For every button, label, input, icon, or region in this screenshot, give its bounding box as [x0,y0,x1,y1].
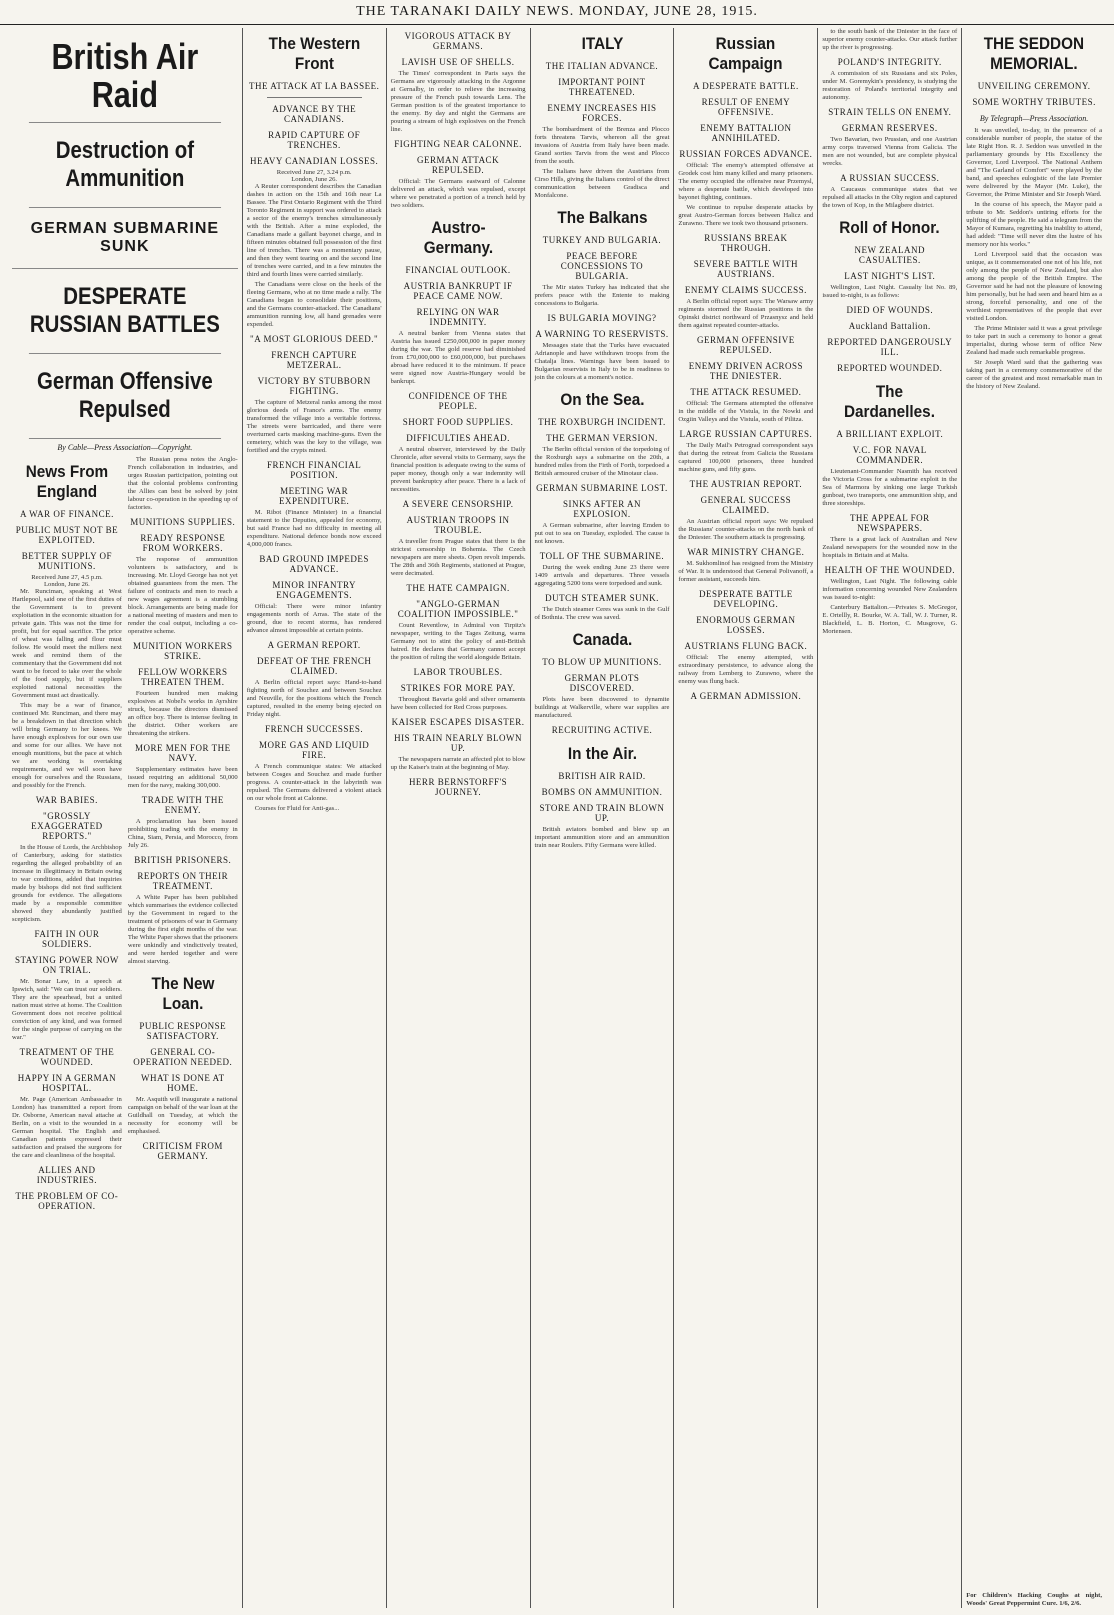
article-text: Mr. Bonar Law, in a speech at Ipswich, said: "We can trust our soldiers. They are the spearhead, but a united nation must strive at home. The Coalition Government does not receive political conviction of any kind, and was formed for the single purpose of carrying on the war." [12,977,122,1041]
dateline: London, June 26. [291,176,338,183]
headline-ammunition: Destruction of Ammunition [29,123,221,208]
subhead: A DESPERATE BATTLE. [692,81,799,91]
subhead: BRITISH AIR RAID. [558,771,646,781]
column-7 [962,28,1106,1608]
subhead: PUBLIC MUST NOT BE EXPLOITED. [15,524,119,545]
subhead: A BRILLIANT EXPLOIT. [836,429,944,439]
subhead: FAITH IN OUR SOLDIERS. [34,928,100,949]
subhead: MUNITIONS SUPPLIES. [130,516,236,527]
subhead: FRENCH CAPTURE METZERAL. [271,350,358,370]
subhead: AUSTRIA BANKRUPT IF PEACE CAME NOW. [403,281,513,301]
subhead: MEETING WAR EXPENDITURE. [279,486,350,506]
subhead: RAPID CAPTURE OF TRENCHES. [268,130,361,150]
subhead: BETTER SUPPLY OF MUNITIONS. [21,550,113,571]
subhead: THE AUSTRIAN REPORT. [689,479,803,489]
subhead: CONFIDENCE OF THE PEOPLE. [408,391,508,411]
subhead: ALLIES AND INDUSTRIES. [36,1164,98,1185]
subhead: STORE AND TRAIN BLOWN UP. [539,803,665,823]
article-text: M. Sukhomlinof has resigned from the Ministry of War. It is understood that General Polivanoff, a former assistant, succeeds him. [678,560,814,583]
section-seddon-memorial: THE SEDDON MEMORIAL. [983,34,1085,73]
advertisement-footer: For Children's Hacking Coughs at night, Woods' Great Peppermint Cure. 1/6, 2/6. [966,1592,1102,1607]
subhead: READY RESPONSE FROM WORKERS. [140,532,226,553]
subhead: WHAT IS DONE AT HOME. [140,1072,225,1093]
article-text: A neutral banker from Vienna states that Austria has issued £250,000,000 in paper money during the war. The gold reserve had diminished from £70,000,000 to £60,000,000, but purchases abroad have reduced it to the minimum. If peace were signed now Austria-Hungary would be bankrupt. [390,330,526,385]
article-text: A Caucasus communique states that we repulsed all attacks in the Olty region and captured the town of Kop, in the Milagbere district. [822,186,958,209]
article-text: British aviators bombed and blew up an important ammunition store and an ammunition train near Roulers. Fifty Germans were killed. [534,826,670,849]
article-text: The Mir states Turkey has indicated that she prefers peace with the Entente to making concessions to Bulgaria. [534,284,670,307]
subhead: FRENCH FINANCIAL POSITION. [267,460,362,480]
article-text: In the House of Lords, the Archbishop of Canterbury, asking for statistics regarding the alleged probability of an increase in illegitimacy in Britain owing to war conditions, added that inquiries made by bishops did not find sufficient grounds for evidence. The allegations made by a responsible committee showed they abundantly justified scepticism. [12,843,122,923]
subhead: CRITICISM FROM GERMANY. [142,1140,223,1161]
section-news-england: News From England [25,461,109,501]
section-dardanelles: The Dardanelles. [844,382,936,421]
subhead: "A MOST GLORIOUS DEED." [250,334,379,344]
subhead: V.C. FOR NAVAL COMMANDER. [852,445,927,465]
subhead: REPORTS ON THEIR TREATMENT. [137,870,229,891]
subhead: A GERMAN ADMISSION. [690,691,802,701]
subhead: AUSTRIANS FLUNG BACK. [684,641,808,651]
article-text: Supplementary estimates have been issued requiring an additional 50,000 men for the navy, making 300,000. [127,765,238,789]
subhead: FRENCH SUCCESSES. [265,724,364,734]
subhead: GENERAL SUCCESS CLAIMED. [700,495,792,515]
subhead: HEAVY CANADIAN LOSSES. [250,156,379,166]
article-text: A Berlin official report says: The Warsaw army regiments stormed the Russian positions in the Opinski district northward of Przasnysz and held them against repeated counter-attacks. [678,298,814,329]
article-text: Count Reventlow, in Admiral von Tirpitz's newspaper, writing to the Tages Zeitung, warns Germany not to stint the policy of anti-British hatred. He declares that Germany cannot accept the position of ruling the world alongside Britain. [390,622,526,661]
subhead: RUSSIANS BREAK THROUGH. [704,233,788,253]
article-text: Plots have been discovered to dynamite buildings at Walkerville, where war supplies are manufactured. [534,696,670,719]
article-text: Mr. Runciman, speaking at West Hartlepool, said one of the first duties of the Government is to prevent exploitation in the economic situation for private gain. This was not the time for profit, but for equal sacrifice. The price of wheat was falling and flour must follow. He would meet the millers next week and remind them of the commentary that the Government did not want to be forced to take over the whole of the food supply, but if suppliers exploited national necessities the Government must act drastically. This may be a war of finance, continued Mr. Runciman, and there may be a breakdown in that direction which will bring Germany to her knees. We have enough explosives for our own use and some for our allies. We have not enough munitions, but the pace at which we are working is overtaking requirements, and we will soon have enough for ourselves and the Russians, and possibly for the French. [12,587,122,789]
subhead: THE ATTACK RESUMED. [690,387,802,397]
article-text: Official: There were minor infantry engagements north of Arras. The state of the ground, due to recent storms, has rendered advance almost impossible at certain points. [246,603,382,634]
article-text: Official: The Germans attempted the offensive in the middle of the Vistula, in the Nowki and Ozgiin Valleys and the Vistula, south of Pilitza. [678,400,814,423]
subhead: MORE MEN FOR THE NAVY. [134,742,231,763]
article-text: The Times' correspondent in Paris says the Germans are vigorously attacking in the Argonne at Gernalby, in order to relieve the increasing pressure of the French push towards Lens. The German position is of the greatest importance to the enemy. By day and night the Germans are pouring a stream of high explosives on the French line. [390,70,526,133]
column-6 [818,28,962,1608]
section-russian-campaign: Russian Campaign [708,34,783,73]
subhead: THE HATE CAMPAIGN. [406,583,510,593]
article-text: A neutral observer, interviewed by the Daily Chronicle, after several visits to Germany, says the financial position is adequate owing to the sums of paper money, though only a war indemnity will prevent bankruptcy after peace. There is a lack of necessities. [390,446,526,493]
dateline: Received June 27, 3.24 p.m. [276,169,352,176]
article-text: A commission of six Russians and six Poles, under M. Goremykin's presidency, is studying the restoration of Poland's territorial integrity and autonomy. [822,70,958,101]
subcolumn-right [128,456,238,1214]
subhead: POLAND'S INTEGRITY. [837,57,942,67]
subhead: A GERMAN REPORT. [267,640,361,650]
article-text: It was unveiled, to-day, in the presence of a considerable number of people, the statue of the late Right Hon. R. J. Seddon was unveiled in the parliamentary grounds by His Excellency the Governor, Lord Liverpool. The National Anthem and "The Garland of Comfort" were played by the band, and speeches eulogistic of the late Premier were delivered by the Mayor (Mr. Luke), the Governor, the Prime Minister and Sir Joseph Ward. In the course of his speech, the Mayor paid a tribute to Mr. Seddon's untiring efforts for the uplifting of the people. He said a telegram from the Mayor of Kumara, regretting his inability to attend, had added: "Time will never dim the lustre of his memory nor his works." Lord Liverpool said that the occasion was unique, as it commemorated one not of his life, not only among the people of New Zealand, but also among the people of the British Empire. The Governor said he had not the pleasure of knowing him personally, but he had seen and heard him as a strong, forceful personality, and one of the worthiest representatives of the people that ever visited London. The Prime Minister said it was a great privilege to take part in such a ceremony to honor a great imperialist, during whose term of office New Zealand had made such remarkable progress. Sir Joseph Ward said that the gathering was taking part in a ceremony commemorative of the career of the greatest and most remarkable man in the history of New Zealand. [966,127,1102,390]
subhead: BAD GROUND IMPEDES ADVANCE. [259,554,369,574]
subhead: RUSSIAN FORCES ADVANCE. [679,149,813,159]
section-italy: ITALY [581,34,623,53]
article-text: Throughout Bavaria gold and silver ornaments have been collected for Red Cross purposes. [390,696,526,711]
subhead: THE PROBLEM OF CO-OPERATION. [15,1190,119,1211]
article-text: A Berlin official report says: Hand-to-hand fighting north of Souchez and between Souchez and Neuville, for the positions which the French captured, resulted in the enemy being ejected on Friday night. [246,679,382,718]
subhead: LARGE RUSSIAN CAPTURES. [679,429,813,439]
subhead: GERMAN OFFENSIVE REPULSED. [696,335,795,355]
subhead: TRADE WITH THE ENEMY. [141,794,224,815]
subhead: HEALTH OF THE WOUNDED. [824,565,955,575]
column-1-subcolumns [12,456,238,1214]
article-text: Messages state that the Turks have evacuated Adrianople and have withdrawn troops from the Chatalja lines. Warnings have been issued to Bulgarian reservists in Italy to be in readiness to join the colours at a moment's notice. [534,342,670,381]
subhead: HERR BERNSTORFF'S JOURNEY. [408,777,508,797]
article-text: An Austrian official report says: We repulsed the Russians' counter-attacks on the north bank of the Dniester. The southern attack is progressing. [678,518,814,541]
article-text: The capture of Metzeral ranks among the most glorious deeds of France's arms. The enemy transformed the village into a veritable fortress. The streets were barricaded, and there were overturned carts masking machine-guns. Even the cemetery, which was the key to the village, was fortified and the crypts mined. [246,399,382,454]
section-balkans: The Balkans [556,208,648,227]
article-text: The Russian press notes the Anglo-French collaboration in industries, and urges Russian participation, pointing out that the colonial problems confronting the Allies can best be solved by joint labour co-operation in the speeding up of factories. [127,455,238,511]
subhead: STAYING POWER NOW ON TRIAL. [14,954,119,975]
subhead: SHORT FOOD SUPPLIES. [402,417,514,427]
subhead: NEW ZEALAND CASUALTIES. [854,245,926,265]
subhead: PUBLIC RESPONSE SATISFACTORY. [139,1020,227,1041]
section-western-front: The Western Front [268,34,360,73]
column-4 [531,28,675,1608]
subhead: LAST NIGHT'S LIST. [844,271,936,281]
article-text: During the week ending June 23 there were 1409 arrivals and departures. Three vessels aggregating 5200 tons were torpedoed and sunk. [534,564,670,587]
article-text: The Daily Mail's Petrograd correspondent says that during the retreat from Galicia the Russians captured 100,000 prisoners, three hundred machine guns, and fifty guns. [678,442,814,473]
subhead: A WARNING TO RESERVISTS. [535,329,669,339]
subhead: ENORMOUS GERMAN LOSSES. [696,615,796,635]
section-austro-germany: Austro-Germany. [423,218,493,257]
subhead: AUSTRIAN TROOPS IN TROUBLE. [406,515,510,535]
subhead: KAISER ESCAPES DISASTER. [391,717,525,727]
subhead: MORE GAS AND LIQUID FIRE. [259,740,370,760]
subhead: "GROSSLY EXAGGERATED REPORTS." [31,810,103,841]
subhead: VIGOROUS ATTACK BY GERMANS. [404,31,512,51]
subhead: STRAIN TELLS ON ENEMY. [828,107,952,117]
subhead: FINANCIAL OUTLOOK. [405,265,511,275]
subhead: "ANGLO-GERMAN COALITION IMPOSSIBLE." [397,599,519,619]
article-text: Fourteen hundred men making explosives at Nobel's works in Ayrshire struck, because the directors dismissed an office boy. There is intense feeling in the district. Other workers are threatening the strikers. [127,689,238,737]
article-text: A French communique states: We attacked between Cosges and Souchez and made further progress. A counter-attack in the labyrinth was repulsed. The Germans delivered a violent attack on our whole front at Calonne. [246,763,382,802]
subhead: HAPPY IN A GERMAN HOSPITAL. [17,1072,117,1093]
subhead: PEACE BEFORE CONCESSIONS TO BULGARIA. [560,251,644,281]
subhead: GERMAN ATTACK REPULSED. [417,155,500,175]
subhead: TOLL OF THE SUBMARINE. [539,551,665,561]
subhead: TURKEY AND BULGARIA. [542,235,662,245]
subhead: TREATMENT OF THE WOUNDED. [19,1046,115,1067]
subhead: REPORTED WOUNDED. [837,363,943,373]
section-roll-of-honor: Roll of Honor. [839,218,940,237]
subhead: DIED OF WOUNDS. [846,305,934,315]
subhead: THE ROXBURGH INCIDENT. [538,417,666,427]
dateline: London, June 26. [44,580,90,588]
subhead: FIGHTING NEAR CALONNE. [394,139,522,149]
article-text: The bombardment of the Brenza and Plocco forts threatens Tarvis, whereon all the great invasions of Austria from Italy have been made. Grand sorties Tarvis from the west and Plocco from the south. The Italians have driven the Austrians from Cirso Hills, giving the Italians control of the direct communication between Gradisca and Monfalcone. [534,126,670,199]
subhead: DIFFICULTIES AHEAD. [406,433,510,443]
article-text: Lieutenant-Commander Nasmith has received the Victoria Cross for a submarine exploit in the Sea of Marmora by sinking one large Turkish gunboat, two transports, one ammunition ship, and three storeships. [822,468,958,507]
subhead: VICTORY BY STUBBORN FIGHTING. [257,376,371,396]
subhead: GERMAN PLOTS DISCOVERED. [564,673,640,693]
article-text: Official: The enemy's attempted offensive at Grodek cost him many killed and many prisoners. The enemy occupied the offensive near Przemysl, where a desperate battle, which developed into bayonet fighting, continues. We continue to repulse desperate attacks by great Austro-German forces between Halicz and Zurawno. There we took two thousand prisoners. [678,162,814,227]
article-text: A proclamation has been issued prohibiting trading with the enemy in China, Siam, Persia, and Morocco, from July 26. [127,817,238,849]
subhead: ENEMY DRIVEN ACROSS THE DNIESTER. [688,361,803,381]
article-text: A traveller from Prague states that there is the strictest censorship in Bohemia. The Czech newspapers are mere sheets. Open revolt impends. The 28th and 36th Regiments, stationed at Prague, were decimated. [390,538,526,577]
subhead: LABOR TROUBLES. [413,667,503,677]
subhead: WAR MINISTRY CHANGE. [687,547,805,557]
subhead: Auckland Battalion. [848,321,931,331]
subhead: WAR BABIES. [35,794,98,805]
newspaper-masthead: THE TARANAKI DAILY NEWS. MONDAY, JUNE 28, 1915. [0,0,1114,25]
section-on-the-sea: On the Sea. [559,390,645,409]
article-text: Official: The enemy attempted, with extraordinary persistence, to advance along the railway from Lemberg to Zurawno, where the enemy was flung back. [678,654,814,685]
subhead: DUTCH STEAMER SUNK. [545,593,659,603]
subhead: ENEMY BATTALION ANNIHILATED. [700,123,792,143]
newspaper-page [8,28,1106,1608]
section-new-loan: The New Loan. [151,973,215,1013]
subhead: REPORTED DANGEROUSLY ILL. [827,337,953,357]
subhead: GENERAL CO-OPERATION NEEDED. [133,1046,233,1067]
article-text: A White Paper has been published which summarises the evidence collected by the Government in regard to the treatment of prisoners of war in Germany during the first eight months of the war. The White Paper shows that the prisoners were unkindly and vindictively treated, and were herded together and were almost starving. [127,893,238,965]
headline-russian-battles: DESPERATE RUSSIAN BATTLES [29,269,221,354]
subhead: FELLOW WORKERS THREATEN THEM. [138,666,228,687]
subhead: HIS TRAIN NEARLY BLOWN UP. [394,733,522,753]
column-1 [8,28,243,1608]
column-5 [674,28,818,1608]
subhead: DEFEAT OF THE FRENCH CLAIMED. [256,656,372,676]
subhead: MUNITION WORKERS STRIKE. [132,640,233,661]
subhead: A RUSSIAN SUCCESS. [840,173,940,183]
article-text: The response of ammunition volunteers is satisfactory, and is increasing. Mr. Lloyd George has not yet obtained guarantees from the men. The failure of contracts and men to reach a new wages agreement is a stumbling block. Arrangements are being made for a national meeting of masters and men to render the coal output, including a co-operative scheme. [127,555,238,635]
subhead: ENEMY CLAIMS SUCCESS. [684,285,807,295]
subcolumn-left [12,456,122,1214]
column-2 [243,28,387,1608]
section-in-the-air: In the Air. [567,744,637,763]
cable-credit: By Cable—Press Association—Copyright. [57,442,193,452]
subhead: UNVEILING CEREMONY. [977,81,1091,91]
article-text: Mr. Page (American Ambassador in London) has transmitted a report from Dr. Osborne, American naval attache at Berlin, on a visit to the wounded in a German hospital. The English and Canadian patients expressed their satisfaction and praised the surgeons for the care and cleanliness of the hospital. [12,1095,122,1159]
article-text: M. Ribot (Finance Minister) in a financial statement to the Deputies, appealed for economy, but said France had no difficulty in meeting all expenditure. National defence bonds now exceed 4,000,000 francs. [246,509,382,548]
article-text: The Berlin official version of the torpedoing of the Roxburgh says a submarine on the 20th, a hundred miles from the Firth of Forth, torpedoed a British armoured cruiser of the Minotaur class. [534,446,670,477]
subhead: IMPORTANT POINT THREATENED. [558,77,646,97]
subhead: GERMAN RESERVES. [841,123,938,133]
article-text: A German submarine, after leaving Emden to put out to sea on Tuesday, exploded. The cause is not known. [534,522,670,545]
subhead: BOMBS ON AMMUNITION. [541,787,663,797]
subhead: THE GERMAN VERSION. [546,433,658,443]
subhead: A WAR OF FINANCE. [20,508,114,519]
subhead: RELYING ON WAR INDEMNITY. [416,307,500,327]
subhead: BRITISH PRISONERS. [134,854,232,865]
article-text: Official: The Germans eastward of Calonne delivered an attack, which was repulsed, except where we penetrated a portion of a trench held by two soldiers. [390,178,526,209]
article-text: Wellington, Last Night. Casualty list No. 89, issued to-night, is as follows: [822,284,958,299]
subhead: IS BULGARIA MOVING? [547,313,657,323]
article-text: to the south bank of the Dniester in the face of superior enemy counter-attacks. Our attack further up the river is progressing. [822,28,958,51]
headline-german-offensive: German Offensive Repulsed [29,354,221,439]
article-text: Courses for Fluid for Anti-gas... [254,805,340,812]
subhead: THE ITALIAN ADVANCE. [545,61,659,71]
subhead: ADVANCE BY THE CANADIANS. [272,104,357,124]
article-text: The Dutch steamer Ceres was sunk in the Gulf of Bothnia. The crew was saved. [534,606,670,621]
subhead: SEVERE BATTLE WITH AUSTRIANS. [693,259,799,279]
article-text: Two Bavarian, two Prussian, and one Austrian army corps traversed Vienna from Galicia. The men are not wounded, but are complete physical wrecks. [822,136,958,167]
subhead: DESPERATE BATTLE DEVELOPING. [698,589,793,609]
subhead: THE ATTACK AT LA BASSEE. [248,81,380,91]
dateline: Received June 27, 4.5 p.m. [31,573,103,581]
headline-submarine: GERMAN SUBMARINE SUNK [12,208,238,269]
telegraph-credit: By Telegraph—Press Association. [979,114,1089,123]
article-text: A Reuter correspondent describes the Canadian dashes in action on the 15th and 16th near La Bassee. The First Ontario Regiment with the Third Toronto Regiment in support was ordered to attack a sector of the enemy's trenches simultaneously with the British. After a mine exploded, the Canadians made a gallant bayonet charge, and in fifteen minutes obtained full possession of the first line of trenches. There was a momentary pause, and then they went tearing on and the second line of trenches were carried, and in a few minutes the third and fourth lines were carried similarly. The Canadians were close on the heels of the fleeing Germans, who at no time made a rally. The Canadians began to consolidate their positions, and the Germans counter-attacked. The Canadians' ammunition running low, all hand grenades were expended. [246,183,382,328]
subhead: A SEVERE CENSORSHIP. [402,499,514,509]
article-text: Wellington, Last Night. The following cable information concerning wounded New Zealanders was issued to-night: Canterbury Battalion.—Privates S. McGregor, E. Ortellly, R. Bourke, W. A. Tall, W. J. Turner, R. Blackfield, L. B. Horton, C. Musgrove, G. Mortensen. [822,578,958,635]
article-text: There is a great lack of Australian and New Zealand newspapers for the wounded now in the hospitals in Britain and at Malta. [822,536,958,559]
subhead: GERMAN SUBMARINE LOST. [536,483,668,493]
subhead: SOME WORTHY TRIBUTES. [972,97,1096,107]
subhead: SINKS AFTER AN EXPLOSION. [562,499,641,519]
headline-air-raid: British Air Raid [29,28,221,123]
subhead: ENEMY INCREASES HIS FORCES. [547,103,657,123]
column-3 [387,28,531,1608]
article-text: Mr. Asquith will inaugurate a national campaign on behalf of the war loan at the Guildhall on Tuesday, at which the necessity for economy will be emphasised. [127,1095,238,1135]
subhead: RESULT OF ENEMY OFFENSIVE. [701,97,791,117]
article-text: The newspapers narrate an affected plot to blow up the Kaiser's train at the beginning of May. [390,756,526,771]
subhead: RECRUITING ACTIVE. [551,725,653,735]
subhead: THE APPEAL FOR NEWSPAPERS. [849,513,930,533]
section-canada: Canada. [572,630,632,649]
subhead: MINOR INFANTRY ENGAGEMENTS. [272,580,356,600]
subhead: STRIKES FOR MORE PAY. [400,683,516,693]
subhead: LAVISH USE OF SHELLS. [401,57,515,67]
subhead: TO BLOW UP MUNITIONS. [542,657,662,667]
